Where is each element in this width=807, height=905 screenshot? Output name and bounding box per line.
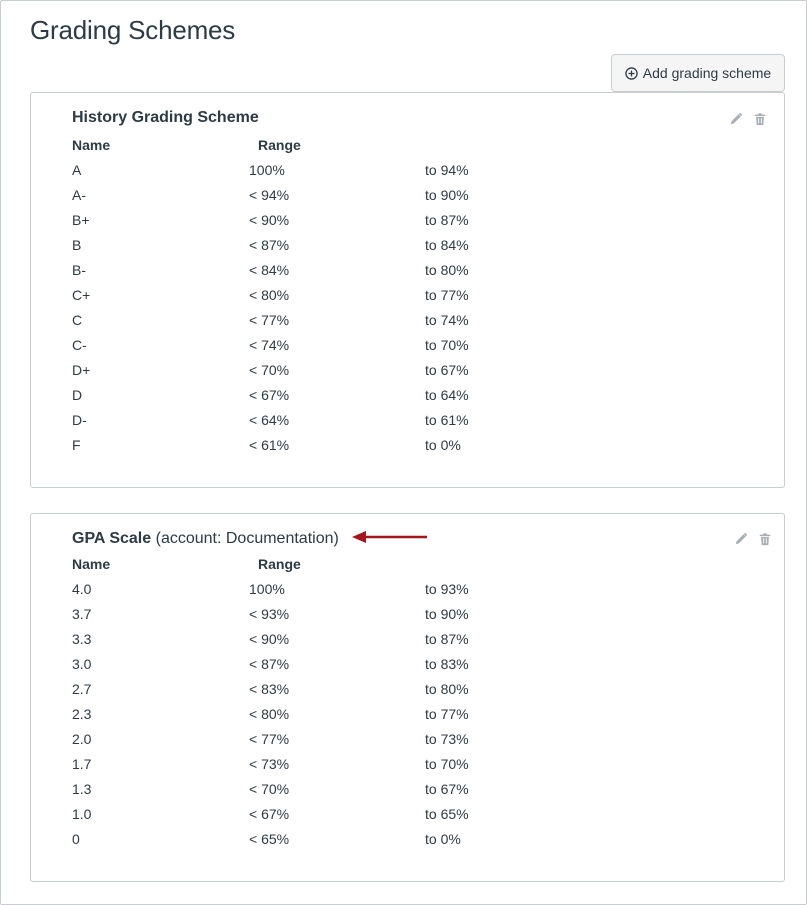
column-header-range: Range (258, 137, 301, 153)
scheme-row (31, 806, 784, 831)
range-min: 100% (249, 162, 285, 178)
range-max: to 93% (425, 581, 469, 597)
scheme-row (31, 437, 784, 462)
grade-name: B+ (72, 212, 90, 228)
grade-name: B (72, 237, 82, 253)
scheme-row (31, 412, 784, 437)
grade-name: 1.7 (72, 756, 92, 772)
range-max: to 65% (425, 806, 469, 822)
range-min: < 83% (249, 681, 290, 697)
scheme-row (31, 731, 784, 756)
scheme-row (31, 337, 784, 362)
scheme-row (31, 831, 784, 856)
scheme-row (31, 187, 784, 212)
grade-name: 3.3 (72, 631, 92, 647)
scheme-row (31, 681, 784, 706)
range-min: < 70% (249, 781, 290, 797)
grade-name: D (72, 387, 83, 403)
annotation-arrow-icon (352, 530, 428, 544)
grade-name: 2.3 (72, 706, 92, 722)
range-max: to 64% (425, 387, 469, 403)
scheme-row (31, 287, 784, 312)
scheme-row (31, 706, 784, 731)
scheme-title-suffix: (account: Documentation) (155, 530, 339, 547)
range-max: to 80% (425, 681, 469, 697)
page-title: Grading Schemes (30, 15, 236, 45)
scheme-rows (31, 581, 784, 856)
plus-circle-icon (625, 67, 638, 80)
range-min: < 94% (249, 187, 290, 203)
grade-name: 3.0 (72, 656, 92, 672)
scheme-actions (734, 531, 772, 547)
range-max: to 70% (425, 756, 469, 772)
scheme-row (31, 212, 784, 237)
grade-name: 2.7 (72, 681, 92, 697)
column-header-name: Name (72, 137, 111, 153)
scheme-title-name: History Grading Scheme (72, 109, 259, 126)
range-max: to 90% (425, 187, 469, 203)
range-max: to 70% (425, 337, 469, 353)
range-max: to 73% (425, 731, 469, 747)
range-min: < 90% (249, 631, 290, 647)
scheme-row (31, 631, 784, 656)
range-max: to 94% (425, 162, 469, 178)
grade-name: C+ (72, 287, 91, 303)
range-min: 100% (249, 581, 285, 597)
range-min: < 77% (249, 312, 290, 328)
grade-name: C (72, 312, 83, 328)
grade-name: B- (72, 262, 86, 278)
pencil-icon[interactable] (734, 531, 748, 547)
grading-scheme-card-history (30, 92, 785, 488)
grade-name: D- (72, 412, 87, 428)
range-max: to 61% (425, 412, 469, 428)
scheme-row (31, 781, 784, 806)
pencil-icon[interactable] (729, 111, 743, 127)
scheme-row (31, 312, 784, 337)
range-min: < 87% (249, 237, 290, 253)
add-grading-scheme-button[interactable] (611, 54, 785, 92)
scheme-row (31, 162, 784, 187)
scheme-actions (729, 111, 767, 127)
range-max: to 0% (425, 831, 461, 847)
scheme-row (31, 387, 784, 412)
range-max: to 90% (425, 606, 469, 622)
grade-name: 1.0 (72, 806, 92, 822)
range-min: < 64% (249, 412, 290, 428)
column-header-name: Name (72, 556, 111, 572)
range-max: to 83% (425, 656, 469, 672)
range-min: < 74% (249, 337, 290, 353)
range-min: < 93% (249, 606, 290, 622)
grade-name: F (72, 437, 81, 453)
grading-scheme-card-gpa (30, 513, 785, 882)
range-max: to 77% (425, 287, 469, 303)
scheme-title-name: GPA Scale (72, 530, 152, 547)
trash-icon[interactable] (758, 531, 772, 547)
range-min: < 80% (249, 706, 290, 722)
scheme-row (31, 656, 784, 681)
add-grading-scheme-label: Add grading scheme (642, 65, 772, 81)
scheme-title (72, 109, 259, 127)
scheme-row (31, 362, 784, 387)
range-max: to 67% (425, 781, 469, 797)
scheme-row (31, 581, 784, 606)
range-min: < 90% (249, 212, 290, 228)
range-min: < 67% (249, 387, 290, 403)
range-max: to 74% (425, 312, 469, 328)
range-max: to 84% (425, 237, 469, 253)
scheme-row (31, 262, 784, 287)
grade-name: A (72, 162, 82, 178)
grade-name: A- (72, 187, 86, 203)
range-min: < 61% (249, 437, 290, 453)
range-min: < 65% (249, 831, 290, 847)
range-max: to 77% (425, 706, 469, 722)
range-max: to 87% (425, 212, 469, 228)
grade-name: 3.7 (72, 606, 92, 622)
scheme-title (72, 530, 339, 548)
column-header-range: Range (258, 556, 301, 572)
trash-icon[interactable] (753, 111, 767, 127)
range-min: < 73% (249, 756, 290, 772)
range-min: < 80% (249, 287, 290, 303)
grade-name: 1.3 (72, 781, 92, 797)
range-min: < 77% (249, 731, 290, 747)
range-max: to 87% (425, 631, 469, 647)
range-max: to 0% (425, 437, 461, 453)
range-max: to 80% (425, 262, 469, 278)
scheme-row (31, 756, 784, 781)
grade-name: D+ (72, 362, 91, 378)
scheme-row (31, 237, 784, 262)
grade-name: C- (72, 337, 87, 353)
range-min: < 84% (249, 262, 290, 278)
range-min: < 70% (249, 362, 290, 378)
range-max: to 67% (425, 362, 469, 378)
range-min: < 67% (249, 806, 290, 822)
range-min: < 87% (249, 656, 290, 672)
grade-name: 4.0 (72, 581, 92, 597)
scheme-row (31, 606, 784, 631)
grade-name: 0 (72, 831, 80, 847)
scheme-rows (31, 162, 784, 462)
grade-name: 2.0 (72, 731, 92, 747)
